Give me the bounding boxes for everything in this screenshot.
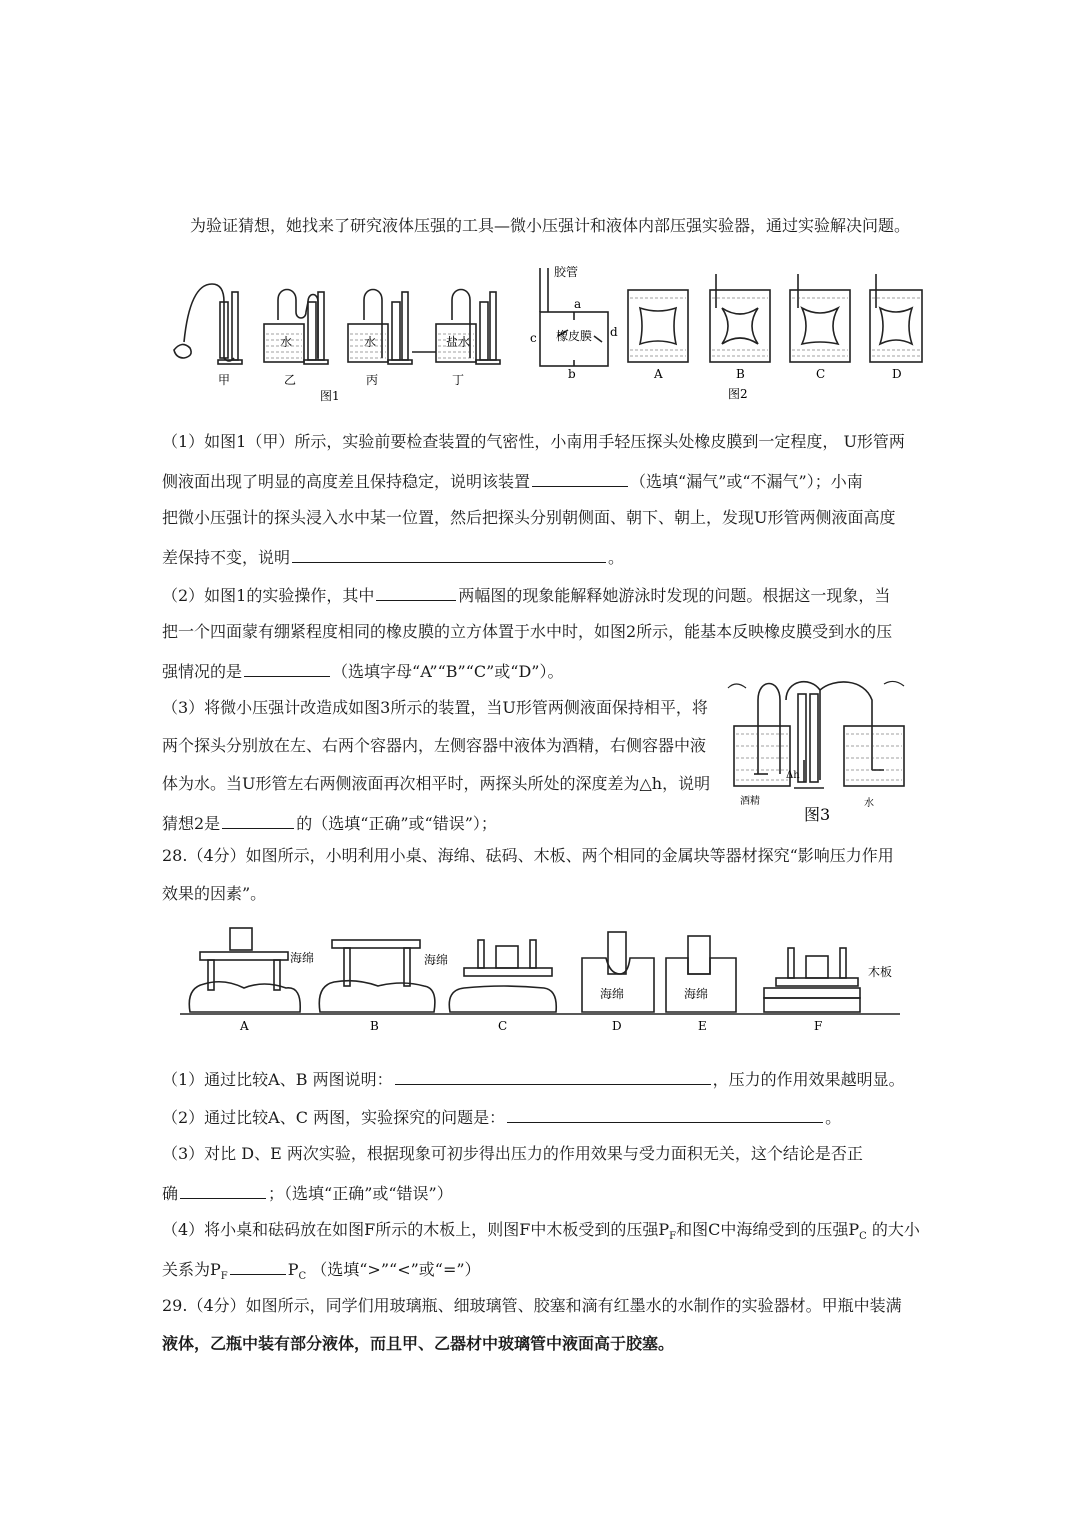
q27-p2-line2: 把一个四面蒙有绷紧程度相同的橡皮膜的立方体置于水中时，如图2所示，能基本反映橡皮膜受到水的压	[162, 622, 893, 641]
fig2-tube-label: 胶管	[554, 266, 579, 279]
q28-letter-f: F	[814, 1019, 823, 1033]
fig2-membrane-label: 橡皮膜	[556, 329, 593, 343]
q27-blank-5[interactable]	[222, 812, 294, 829]
q27-p3-line2: 两个探头分别放在左、右两个容器内，左侧容器中液体为酒精，右侧容器中液	[162, 736, 707, 755]
q28-blank-3[interactable]	[180, 1182, 266, 1199]
q27-p1-line1: （1）如图1（甲）所示，实验前要检查装置的气密性，小南用手轻压探头处橡皮膜到一定程度， U形管两	[162, 432, 905, 451]
q28-s1: （1）通过比较A、B 两图说明： ，压力的作用效果越明显。	[162, 1070, 905, 1089]
q28-figure-sponge-experiments	[180, 912, 900, 1040]
q27-blank-2[interactable]	[292, 546, 606, 563]
q28-blank-2[interactable]	[507, 1106, 823, 1123]
q28-blank-1[interactable]	[395, 1068, 711, 1085]
q29-line1: 29.（4分）如图所示，同学们用玻璃瓶、细玻璃管、胶塞和滴有红墨水的水制作的实验器材。甲瓶中装满	[162, 1296, 902, 1315]
q27-p2-line3: 强情况的是 （选填字母“A”“B”“C”或“D”）。	[162, 662, 564, 681]
fig3-left-label: 酒精	[740, 796, 760, 807]
fig1-label-yi: 乙	[284, 373, 297, 387]
fig1-label-bing: 丙	[366, 373, 379, 387]
figure-3-modified-gauge	[724, 670, 916, 830]
q28-line2: 效果的因素”。	[162, 884, 267, 903]
fig1-liquid-2: 水	[364, 335, 377, 349]
q28-letter-c: C	[498, 1019, 508, 1033]
q27-p3-line3: 体为水。当U形管左右两侧液面再次相平时，两探头所处的深度差为△h，说明	[162, 774, 711, 793]
fig1-liquid-1: 水	[280, 335, 293, 349]
fig2-letter-b: b	[568, 367, 576, 381]
q28-letter-e: E	[698, 1019, 707, 1033]
intro-text: 为验证猜想，她找来了研究液体压强的工具—微小压强计和液体内部压强实验器，通过实验解决问题。	[190, 216, 911, 235]
fig3-right-label: 水	[864, 798, 874, 809]
figure-1-pressure-gauges	[168, 272, 528, 404]
q27-p1-line4: 差保持不变，说明 。	[162, 548, 625, 567]
fig3-caption: 图3	[804, 805, 831, 824]
q27-p1-line3: 把微小压强计的探头浸入水中某一位置，然后把探头分别朝侧面、朝下、朝上，发现U形管两侧液面高度	[162, 508, 896, 527]
figure-2-cube-membranes	[528, 266, 924, 406]
fig2-caption: 图2	[728, 387, 748, 401]
q28-letter-b: B	[370, 1019, 379, 1033]
q28-s3-line2: 确 ；（选填“正确”或“错误”）	[162, 1184, 453, 1203]
q28-s3-line1: （3）对比 D、E 两次实验，根据现象可初步得出压力的作用效果与受力面积无关，这个结论是否正	[162, 1144, 863, 1163]
fig2-option-a: A	[654, 367, 663, 381]
q27-blank-1[interactable]	[532, 470, 628, 487]
fig2-letter-c: c	[530, 331, 537, 345]
q28-s2: （2）通过比较A、C 两图，实验探究的问题是： 。	[162, 1108, 842, 1127]
fig3-dh-label: Δh	[786, 770, 800, 781]
fig2-letter-d: d	[610, 325, 618, 339]
q28-line1: 28.（4分）如图所示，小明利用小桌、海绵、砝码、木板、两个相同的金属块等器材探究“影响压力作用	[162, 846, 894, 865]
q28-s4-line1: （4）将小桌和砝码放在如图F所示的木板上，则图F中木板受到的压强$P_F$和图C中海绵受到的压强$P_C$ 的大小	[162, 1220, 920, 1243]
fig1-label-ding: 丁	[452, 373, 465, 387]
q28-sponge-label-b: 海绵	[424, 953, 449, 967]
q28-sponge-label-e: 海绵	[684, 987, 709, 1001]
q29-line2: 液体，乙瓶中装有部分液体，而且甲、乙器材中玻璃管中液面高于胶塞。	[162, 1334, 675, 1353]
q28-sponge-label-d: 海绵	[600, 987, 625, 1001]
q28-letter-a: A	[240, 1019, 249, 1033]
fig1-label-jia: 甲	[218, 373, 231, 387]
fig2-option-b: B	[736, 367, 745, 381]
fig1-caption: 图1	[320, 389, 340, 403]
fig2-letter-a: a	[574, 297, 582, 311]
q27-p3-line1: （3）将微小压强计改造成如图3所示的装置，当U形管两侧液面保持相平，将	[162, 698, 708, 717]
q27-blank-4[interactable]	[244, 660, 330, 677]
q28-sponge-label-a: 海绵	[290, 951, 315, 965]
q27-p1-line2: 侧液面出现了明显的高度差且保持稳定，说明该装置 （选填“漏气”或“不漏气”）；小南	[162, 472, 863, 491]
q28-board-label: 木板	[868, 965, 893, 979]
q28-blank-4[interactable]	[230, 1258, 286, 1275]
q27-blank-3[interactable]	[376, 584, 456, 601]
q27-p3-line4: 猜想2是 的（选填“正确”或“错误”）；	[162, 814, 497, 833]
q28-s4-line2: 关系为$P_F$ $P_C$ （选填“>”“<”或“=”）	[162, 1260, 481, 1283]
fig1-liquid-3: 盐水	[446, 335, 471, 349]
q27-p2-line1: （2）如图1的实验操作，其中 两幅图的现象能解释她游泳时发现的问题。根据这一现象，当	[162, 586, 891, 605]
q28-letter-d: D	[612, 1019, 622, 1033]
fig2-option-c: C	[816, 367, 826, 381]
fig2-option-d: D	[892, 367, 902, 381]
